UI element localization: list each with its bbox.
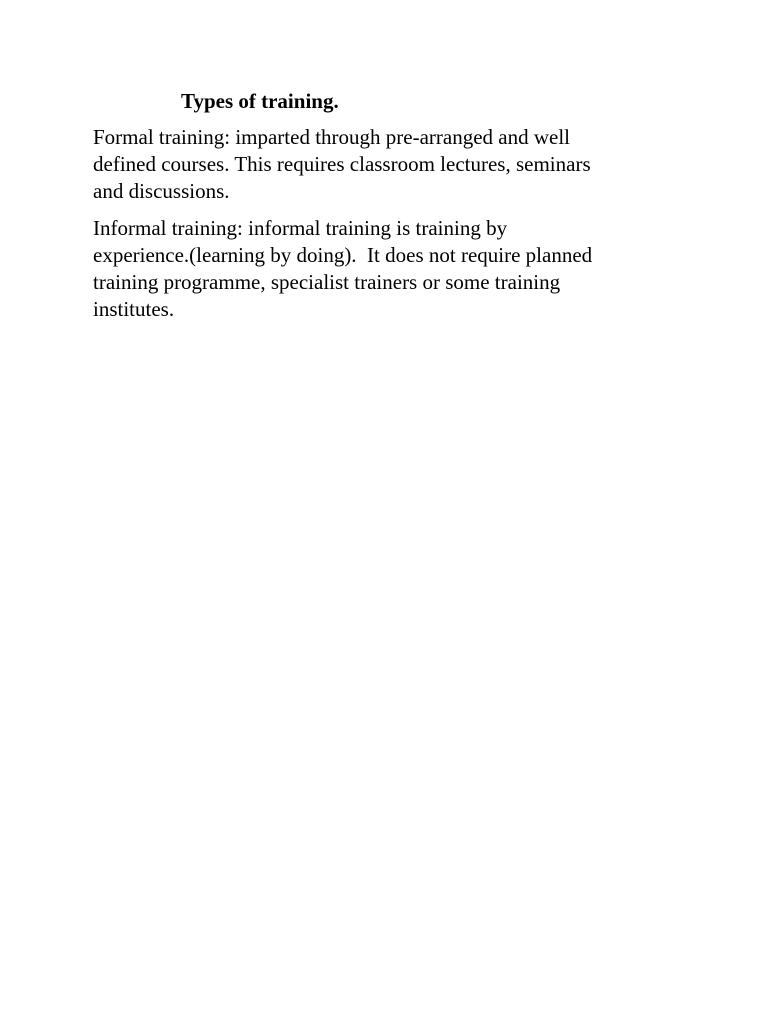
paragraph-line: defined courses. This requires classroom lectures, seminars <box>93 152 591 176</box>
paragraph-line: institutes. <box>93 297 175 321</box>
paragraph-formal-training <box>93 124 693 205</box>
paragraph-line: Informal training: informal training is training by <box>93 216 508 240</box>
paragraph-line: experience.(learning by doing). It does not require planned <box>93 243 593 267</box>
paragraph-line: and discussions. <box>93 179 230 203</box>
paragraph-informal-training <box>93 215 693 323</box>
document-heading: Types of training. <box>181 89 339 113</box>
paragraph-line: training programme, specialist trainers or some training <box>93 270 561 294</box>
paragraph-line: Formal training: imparted through pre-arranged and well <box>93 125 571 149</box>
